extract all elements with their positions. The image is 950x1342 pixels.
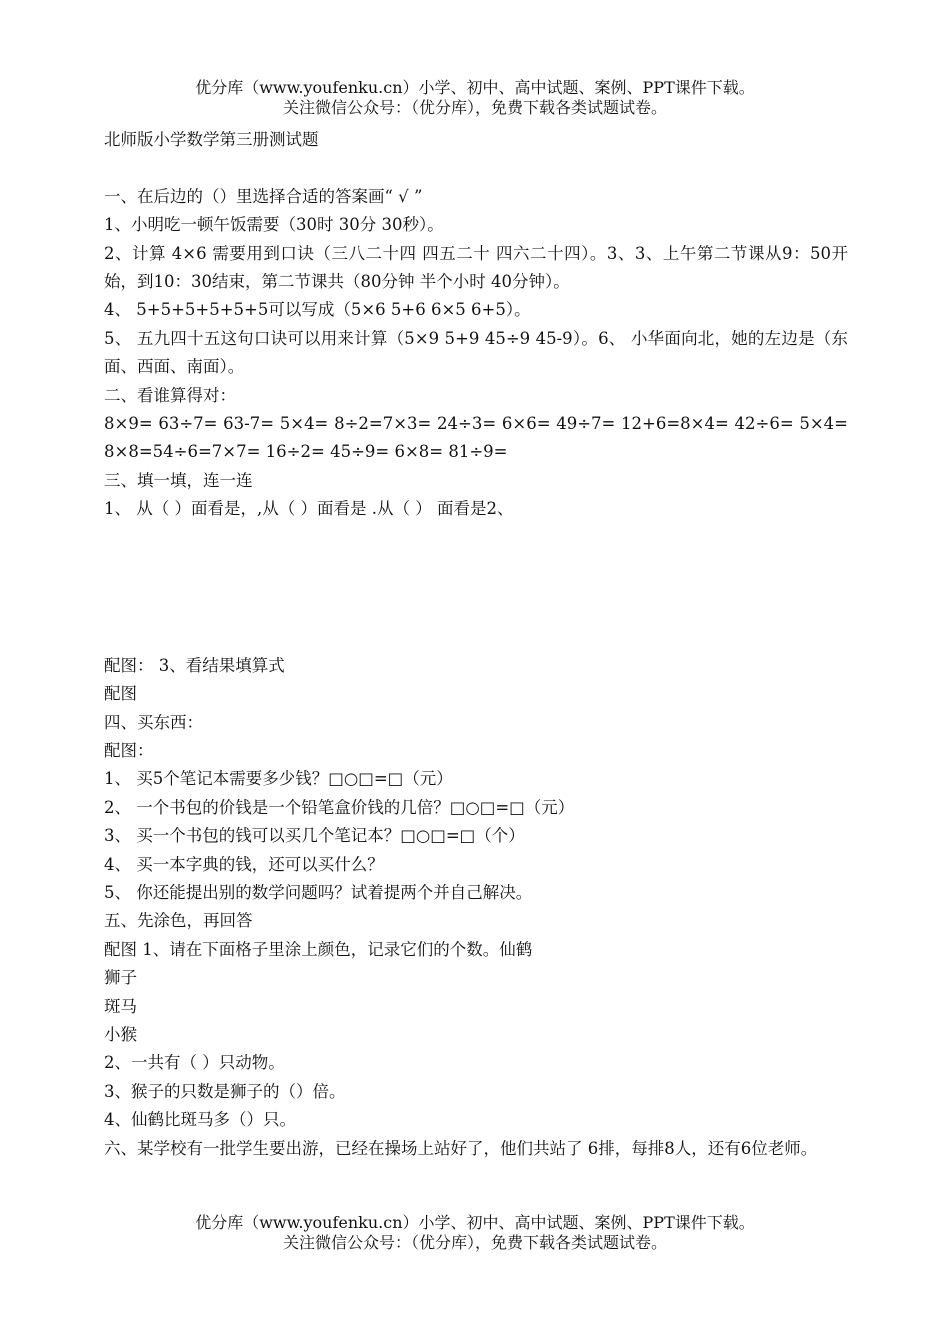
page-footer — [0, 1213, 950, 1253]
section-4-heading: 四、买东西： — [104, 712, 203, 732]
header-line-2: 关注微信公众号：（优分库），免费下载各类试题试卷。 — [282, 98, 667, 117]
header-line-1: 优分库（www.youfenku.cn）小学、初中、高中试题、案例、PPT课件下载。 — [195, 78, 755, 97]
section-6-text: 六、某学校有一批学生要出游，已经在操场上站好了，他们共站了 6排，每排8人，还有6位老师。 — [104, 1138, 818, 1158]
document-title: 北师版小学数学第三册测试题 — [104, 130, 319, 149]
section-5-animal-monkey: 小猴 — [104, 1024, 137, 1044]
section-4-question-5: 5、 你还能提出别的数学问题吗？试着提两个并自己解决。 — [104, 882, 533, 902]
section-5-heading: 五、先涂色，再回答 — [104, 911, 253, 931]
section-3-figure: 配图 — [104, 684, 137, 704]
section-5-animal-lion: 狮子 — [104, 968, 137, 988]
section-5-question-4: 4、仙鹤比斑马多（）只。 — [104, 1110, 296, 1130]
section-3-figure-question-3: 配图： 3、看结果填算式 — [104, 655, 285, 675]
section-4-question-4: 4、 买一本字典的钱，还可以买什么？ — [104, 854, 384, 874]
section-1-question-1: 1、小明吃一顿午饭需要（30时 30分 30秒）。 — [104, 215, 444, 235]
section-5-question-2: 2、一共有（ ）只动物。 — [104, 1053, 285, 1073]
section-3-heading: 三、填一填，连一连 — [104, 470, 253, 490]
blank-line — [104, 154, 848, 182]
section-4-figure: 配图： — [104, 740, 154, 760]
footer-line-2: 关注微信公众号：（优分库），免费下载各类试题试卷。 — [282, 1233, 667, 1252]
footer-line-1: 优分库（www.youfenku.cn）小学、初中、高中试题、案例、PPT课件下载。 — [195, 1213, 755, 1232]
figure-placeholder-space — [104, 524, 848, 652]
section-1-question-5: 5、 五九四十五这句口诀可以用来计算（5×9 5+9 45÷9 45-9）。6、 小华面向北，她的左边是（东面、西面、南面）。 — [104, 328, 848, 377]
section-1-question-2: 2、计算 4×6 需要用到口诀（三八二十四 四五二十 四六二十四）。3、3、上午第二节课从9：50开始，到10：30结束，第二节课共（80分钟 半个小时 40分钟）。 — [104, 243, 848, 292]
section-4-question-1: 1、 买5个笔记本需要多少钱？□○□=□（元） — [104, 769, 453, 789]
section-2-problems: 8×9= 63÷7= 63-7= 5×4= 8÷2=7×3= 24÷3= 6×6= 49÷7= 12+6=8×4= 42÷6= 5×4= 8×8=54÷6=7×7= 16÷2= 45÷9= 6×8= 81÷9= — [104, 414, 848, 462]
section-5-question-3: 3、猴子的只数是狮子的（）倍。 — [104, 1081, 346, 1101]
section-1-question-4: 4、 5+5+5+5+5+5可以写成（5×6 5+6 6×5 6+5）。 — [104, 300, 531, 320]
section-4-question-2: 2、 一个书包的价钱是一个铅笔盒价钱的几倍？□○□=□（元） — [104, 797, 575, 817]
section-3-question-1: 1、 从（ ）面看是，,从（ ）面看是 .从（ ） 面看是2、 — [104, 499, 514, 519]
section-4-question-3: 3、 买一个书包的钱可以买几个笔记本？□○□=□（个） — [104, 826, 525, 846]
section-1-heading: 一、在后边的（）里选择合适的答案画“ √ ” — [104, 186, 423, 206]
page-header — [0, 78, 950, 118]
document-body — [104, 126, 848, 1163]
section-5-question-1: 配图 1、请在下面格子里涂上颜色，记录它们的个数。仙鹤 — [104, 939, 533, 959]
section-5-animal-zebra: 斑马 — [104, 996, 137, 1016]
section-2-heading: 二、看谁算得对： — [104, 385, 236, 405]
